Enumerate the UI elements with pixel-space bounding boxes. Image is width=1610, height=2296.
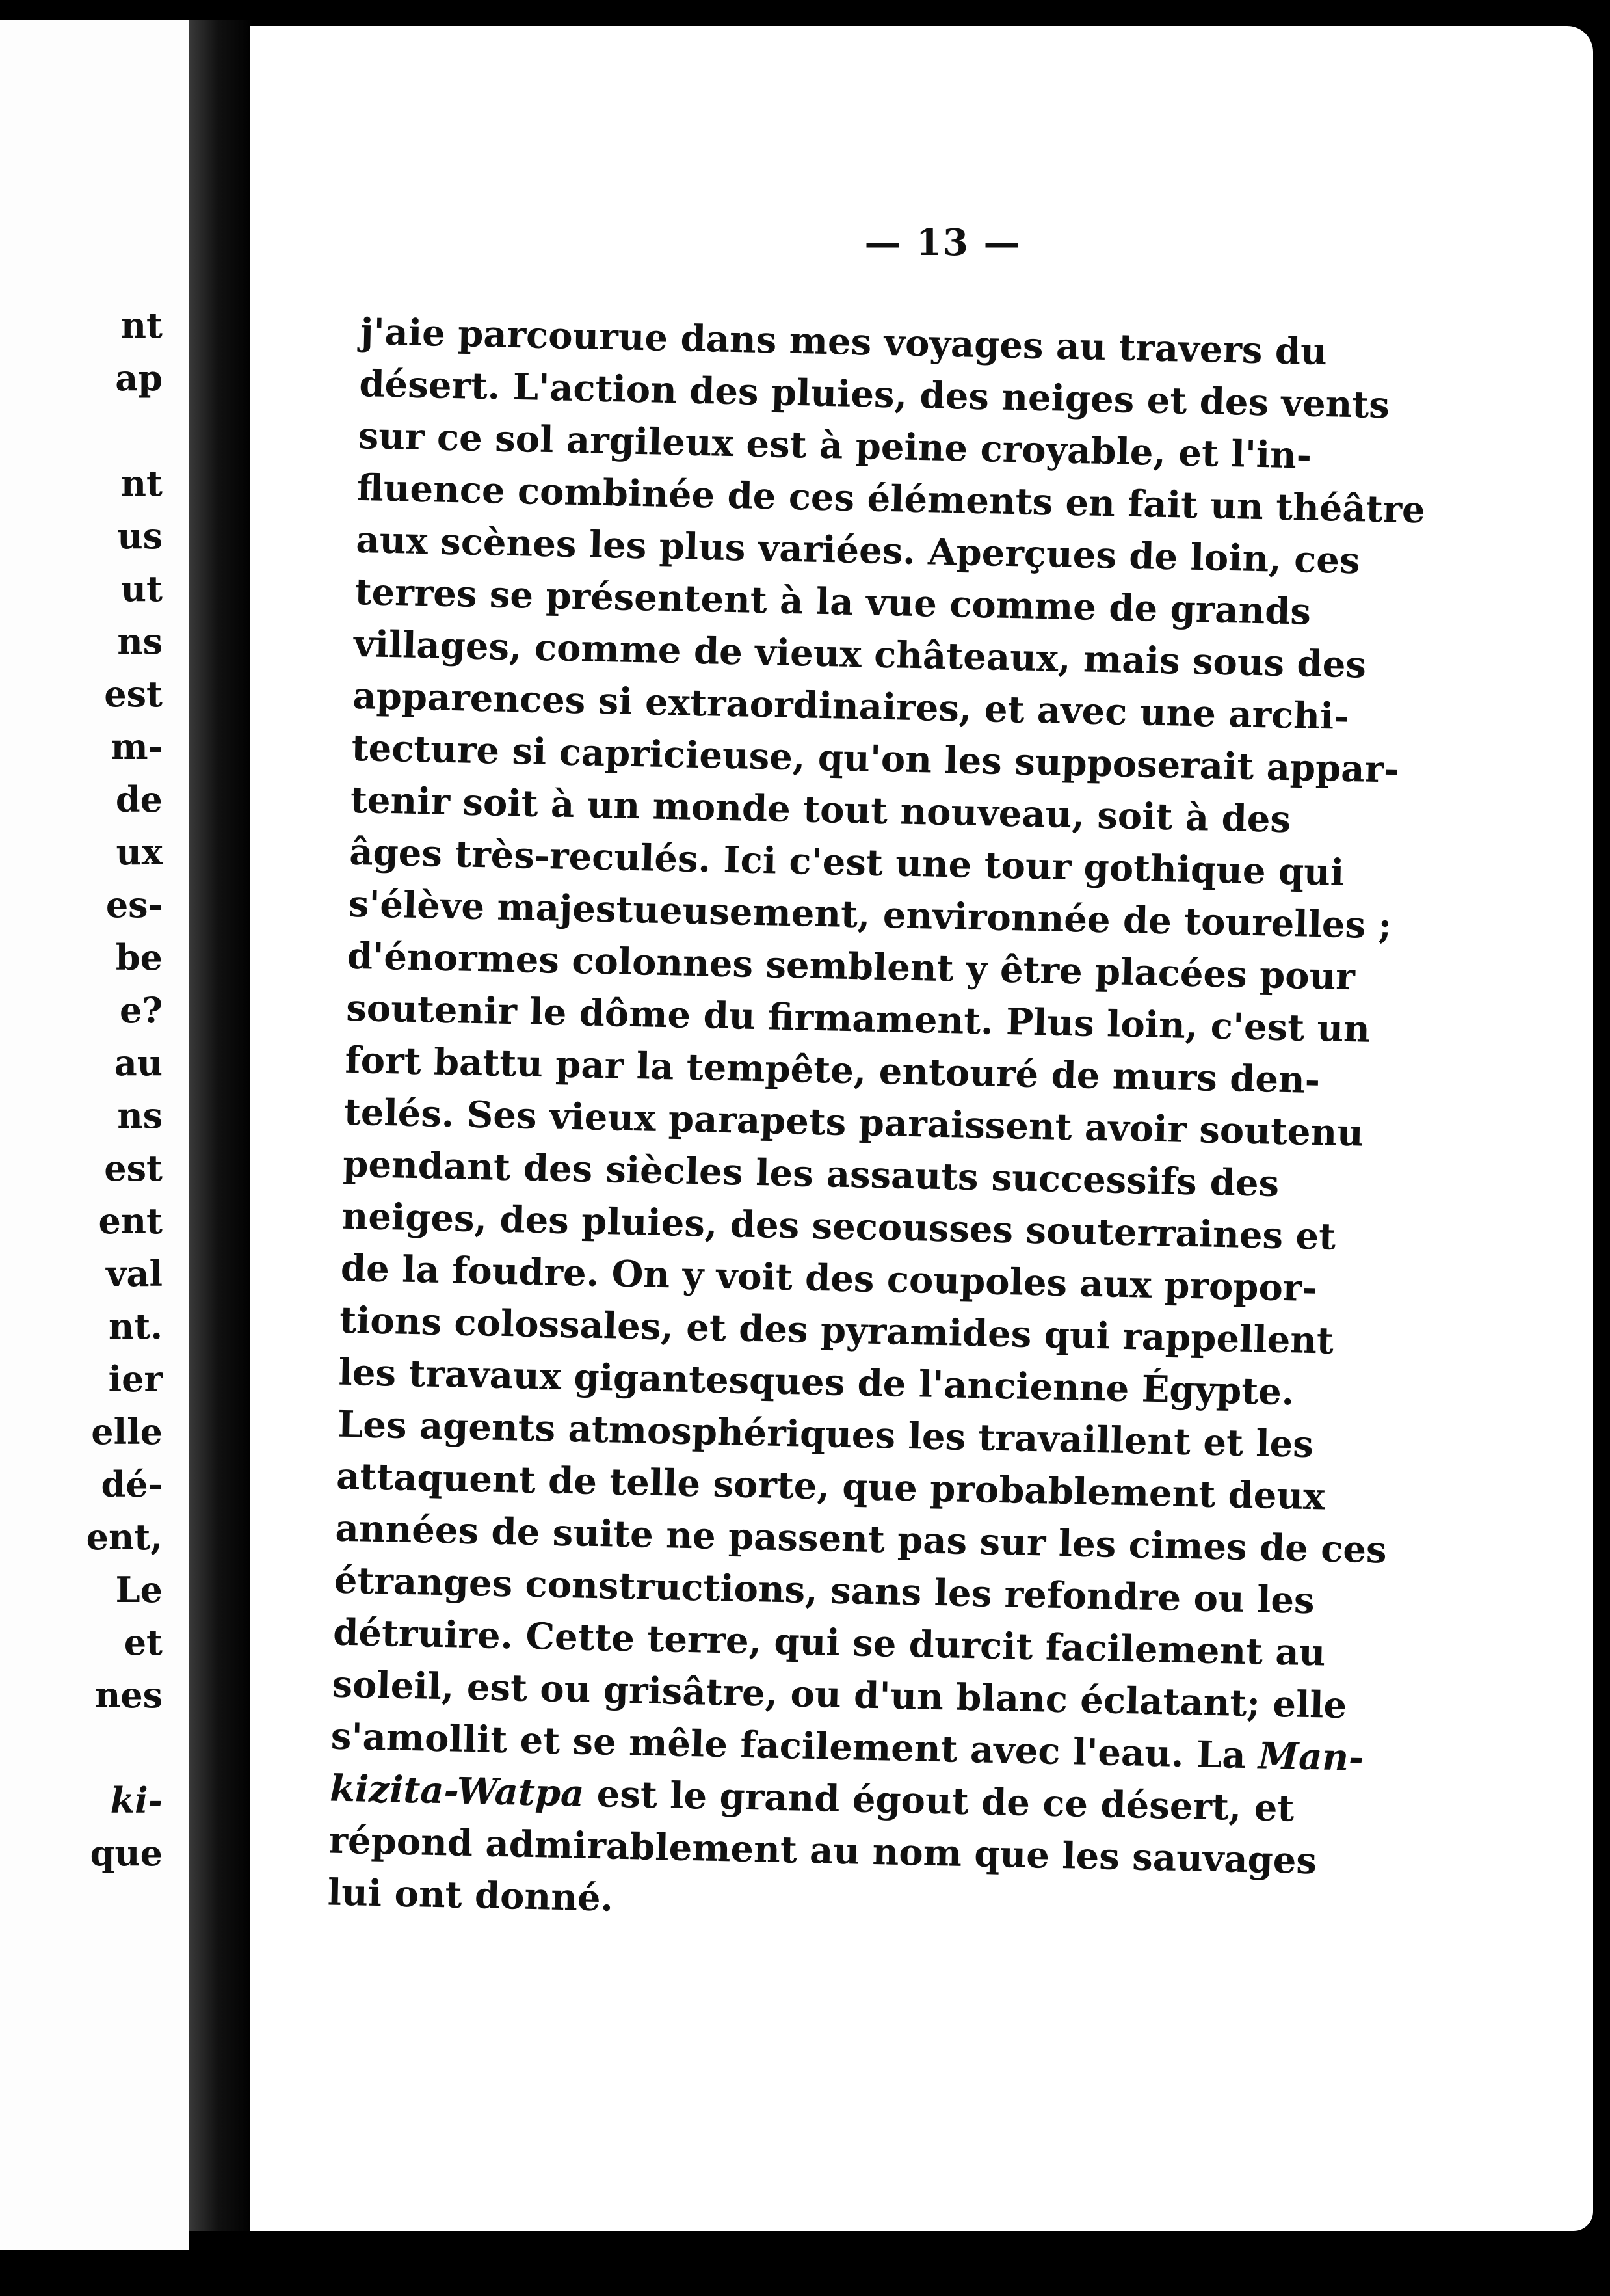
text-line: telés. Ses vieux parapets paraissent avoir soutenu (343, 1090, 1364, 1155)
text-line: Les agents atmosphériques les travaillent et les (337, 1402, 1314, 1467)
left-line: ki- (110, 1780, 163, 1821)
book-page (250, 26, 1593, 2231)
text-line: de la foudre. On y voit des coupoles aux propor- (340, 1246, 1318, 1311)
text-line: aux scènes les plus variées. Aperçues de loin, ces (355, 518, 1361, 583)
left-line: au (114, 1042, 163, 1084)
text-line: pendant des siècles les assauts successifs des (342, 1142, 1280, 1205)
text-line: fluence combinée de ces éléments en fait un théâtre (356, 466, 1426, 532)
left-line: est (104, 1147, 163, 1189)
left-line: val (106, 1253, 163, 1294)
text-fragment: est le grand égout de ce désert, et (596, 1772, 1295, 1830)
left-line: be (115, 937, 163, 978)
text-line: tenir soit à un monde tout nouveau, soit à des (350, 778, 1291, 842)
left-line: nt (120, 304, 163, 346)
left-line: ent (98, 1200, 163, 1242)
text-line: lui ont donné. (327, 1871, 614, 1920)
text-line: soutenir le dôme du firmament. Plus loin, c'est un (345, 986, 1371, 1051)
page-number: — 13 — (864, 221, 1022, 264)
left-line: ut (120, 568, 163, 609)
left-line: ier (108, 1358, 163, 1400)
left-line: es- (105, 884, 163, 926)
text-line: tions colossales, et des pyramides qui rappellent (339, 1298, 1334, 1363)
text-line: tecture si capricieuse, qu'on les supposerait appar- (351, 726, 1400, 792)
text-line: attaquent de telle sorte, que probablement deux (336, 1454, 1326, 1519)
text-line: s'élève majestueusement, environnée de tourelles ; (348, 882, 1392, 948)
text-line: terres se présentent à la vue comme de grands (354, 570, 1312, 634)
left-page-text (0, 299, 163, 1880)
left-facing-page (0, 20, 189, 2250)
left-line: ap (115, 357, 163, 399)
left-line (0, 1722, 163, 1774)
left-line: ns (117, 621, 163, 662)
text-line: les travaux gigantesques de l'ancienne Égypte. (337, 1350, 1295, 1414)
text-line: villages, comme de vieux châteaux, mais sous des (353, 622, 1367, 687)
text-line: apparences si extraordinaires, et avec une archi- (352, 674, 1350, 738)
left-line: e? (120, 989, 163, 1031)
text-line: répond admirablement au nom que les sauvages (328, 1819, 1317, 1883)
text-line: d'énormes colonnes semblent y être placées pour (347, 934, 1356, 999)
left-line: nes (94, 1674, 163, 1716)
text-fragment: s'amollit et se mêle facilement avec l'eau. La (330, 1715, 1247, 1777)
left-line: us (117, 515, 163, 557)
left-line: ns (117, 1095, 163, 1136)
left-line: ux (116, 831, 163, 873)
text-line: neiges, des pluies, des secousses souterraines et (341, 1194, 1336, 1259)
text-line: j'aie parcourue dans mes voyages au travers du (360, 310, 1328, 374)
left-line: de (115, 779, 163, 820)
left-line: nt. (108, 1305, 163, 1347)
left-line: nt (120, 462, 163, 504)
italic-place-name: Man- (1258, 1734, 1365, 1780)
left-line: m- (111, 726, 163, 768)
left-line: Le (115, 1569, 163, 1610)
left-line: ent, (86, 1516, 163, 1558)
left-line: est (104, 673, 163, 715)
page-body-text (327, 306, 1426, 1938)
text-line: années de suite ne passent pas sur les cimes de ces (334, 1506, 1388, 1572)
text-line: soleil, est ou grisâtre, ou d'un blanc éclatant; elle (331, 1662, 1347, 1728)
italic-place-name: kizita-Watpa (329, 1767, 585, 1815)
left-line: que (90, 1832, 163, 1874)
text-line: fort battu par la tempête, entouré de murs den- (345, 1038, 1321, 1102)
left-line: dé- (101, 1463, 163, 1505)
left-line: elle (91, 1411, 163, 1452)
text-line: désert. L'action des pluies, des neiges et des vents (358, 362, 1390, 427)
left-line: et (124, 1622, 163, 1663)
text-line: âges très-reculés. Ici c'est une tour gothique qui (349, 830, 1345, 894)
left-line (0, 405, 163, 457)
text-line: sur ce sol argileux est à peine croyable, et l'in- (358, 414, 1312, 477)
text-line: étranges constructions, sans les refondre ou les (334, 1558, 1315, 1623)
book-gutter-shadow (189, 20, 254, 2231)
text-line: détruire. Cette terre, qui se durcit facilement au (332, 1610, 1326, 1675)
